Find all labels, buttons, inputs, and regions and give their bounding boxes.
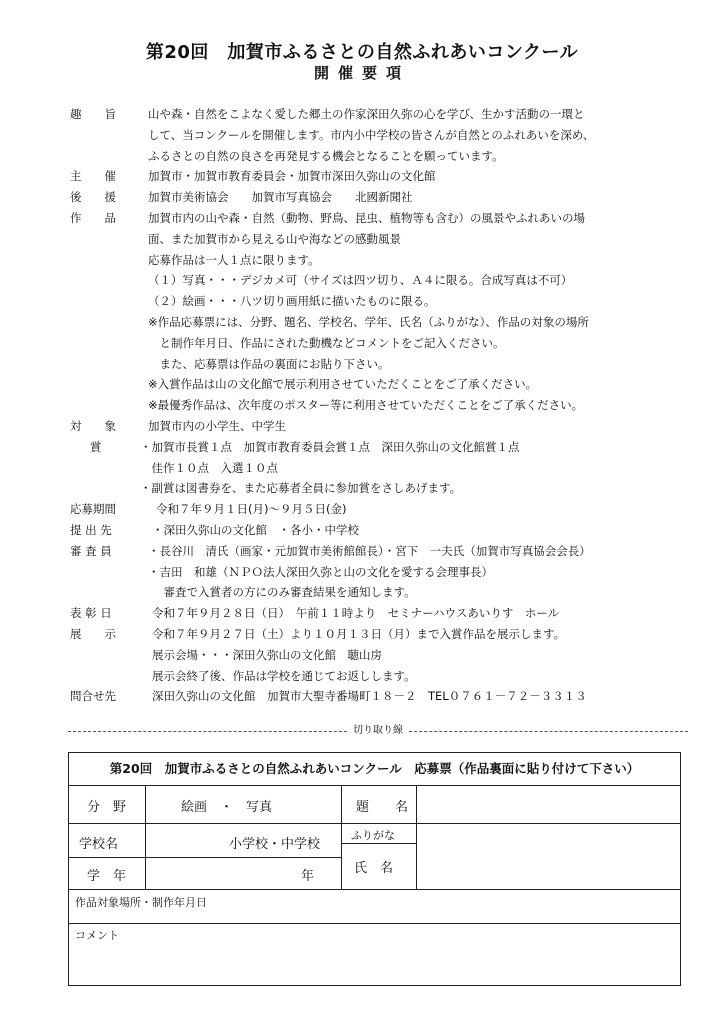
form-rule [341,785,342,889]
guideline-label: 後 援 [70,190,116,205]
field-label: 分 野 [87,800,127,815]
guideline-row [0,624,724,645]
guideline-text: （２）絵画・・・八ツ切り画用紙に描いたものに限る。 [148,294,436,309]
name-input[interactable] [429,847,669,885]
guideline-row [0,603,724,624]
form-rule [69,889,680,890]
grade-label: 学 年 [87,869,127,884]
guideline-text: （１）写真・・・デジカメ可（サイズは四ツ切り、Ａ４に限る。合成写真は不可） [148,273,573,288]
guideline-row [0,229,724,250]
guideline-row [0,582,724,603]
guideline-row [0,125,724,146]
page-subtitle: 開催要項 [313,64,410,82]
guideline-text: 面、また加賀市から見える山や海などの感動風景 [148,231,401,246]
guideline-text: ※入賞作品は山の文化館で展示利用させていただくことをご了承ください。 [148,377,538,392]
guideline-text: 加賀市美術協会 加賀市写真協会 北國新聞社 [148,190,413,205]
guideline-text: 加賀市内の山や森・自然（動物、野鳥、昆虫、植物等も含む）の風景やふれあいの場 [148,210,585,225]
guideline-label: 対 象 [70,418,116,433]
furigana-label: ふりがな [351,829,395,842]
school-label: 学校名 [79,837,119,852]
guideline-text: 応募作品は一人１点に限ります。 [148,252,320,267]
guideline-label: 表 彰 日 [70,606,112,621]
guideline-row [0,686,724,707]
guideline-text: ・副賞は図書券を、また応募者全員に参加賞をさしあげます。 [140,481,462,496]
guideline-text: ・加賀市長賞１点 加賀市教育委員会賞１点 深田久弥山の文化館賞１点 [140,439,520,454]
guideline-row [0,374,724,395]
guideline-text: また、応募票は作品の裏面にお貼り下さい。 [148,356,390,371]
guideline-text: 深田久弥山の文化館 加賀市大聖寺番場町１８－２ TEL０７６１－７２－３３１３ [152,689,587,704]
guideline-text: ふるさとの自然の良さを再発見する機会となることを願っています。 [148,148,504,163]
guideline-text: ※最優秀作品は、次年度のポスター等に利用させていただくことをご了承ください。 [148,398,584,413]
entry-form-header: 第20回 加賀市ふるさとの自然ふれあいコンクール 応募票（作品裏面に貼り付けて下さい） [69,753,680,786]
cut-line [68,724,688,738]
guideline-row [0,458,724,479]
guideline-row [0,437,724,458]
guideline-text: 展示会場・・・深田久弥山の文化館 聴山房 [152,647,382,662]
field-options[interactable]: 絵画 ・ 写真 [181,800,273,815]
guideline-row [0,395,724,416]
guideline-row [0,104,724,125]
form-rule [416,785,417,889]
form-rule [145,785,146,889]
guideline-row [0,312,724,333]
comment-label: コメント [75,929,119,942]
guideline-label: 趣 旨 [70,107,116,121]
guideline-row [0,187,724,208]
guideline-label: 作 品 [70,210,116,225]
guideline-row [0,208,724,229]
guideline-row [0,354,724,375]
title-input[interactable] [429,789,669,819]
guideline-row [0,250,724,271]
guideline-text: 加賀市内の小学生、中学生 [148,418,286,433]
guideline-text: 山や森・自然をこよなく愛した郷土の作家深田久弥の心を学び、生かす活動の一環と [148,107,585,121]
guideline-label: 主 催 [70,169,116,184]
furigana-input[interactable] [429,827,669,841]
form-rule [69,823,680,824]
name-label: 氏 名 [354,861,394,876]
guideline-text: 審査で入賞者の方にのみ審査結果を通知します。 [152,585,416,600]
guideline-row [0,499,724,520]
form-rule [341,843,416,844]
guideline-row [0,333,724,354]
guideline-label: 提 出 先 [70,522,112,537]
guideline-row [0,146,724,167]
guideline-label: 応募期間 [70,502,116,517]
page-title: 第20回 加賀市ふるさとの自然ふれあいコンクール [145,42,579,63]
guideline-text: ※作品応募票には、分野、題名、学校名、学年、氏名（ふりがな）、作品の対象の場所 [148,314,589,329]
school-type-value[interactable]: 小学校・中学校 [229,837,321,852]
guideline-row [0,478,724,499]
guideline-row [0,562,724,583]
guideline-text: 展示会終了後、作品は学校を通じてお返しします。 [152,668,416,683]
guideline-row [0,291,724,312]
guideline-label: 審 査 員 [70,543,112,558]
guideline-row [0,166,724,187]
form-rule [69,857,341,858]
guideline-text: 佳作１０点 入選１０点 [140,460,278,475]
place-date-label: 作品対象場所・制作年月日 [75,896,207,909]
guideline-row [0,270,724,291]
guideline-row [0,541,724,562]
guideline-text: ・吉田 和雄（ＮＰＯ法人深田久弥と山の文化を愛する会理事長） [148,564,493,579]
guideline-label: 展 示 [70,626,116,641]
guideline-text: ・深田久弥山の文化館 ・各小・中学校 [152,522,359,537]
comment-input[interactable] [75,943,675,981]
guideline-text: 令和７年９月１日(月)～９月５日(金) [156,502,347,517]
guideline-label: 賞 [90,439,102,454]
cut-line-label: 切り取り線 [349,724,407,738]
guideline-text: ・長谷川 清氏（画家・元加賀市美術館館長）・宮下 一夫氏（加賀市写真協会会長） [148,543,591,558]
guideline-text: と制作年月日、作品にされた動機などコメントをご記入ください。 [148,335,505,350]
guideline-row [0,520,724,541]
guideline-row [0,416,724,437]
guideline-text: 令和７年９月２８日（日） 午前１１時より セミナーハウスあいりす ホール [152,606,560,621]
guideline-text: 令和７年９月２７日（土）より１０月１３日（月）まで入賞作品を展示します。 [152,626,566,641]
entry-form [68,752,681,986]
guideline-row [0,645,724,666]
form-rule [69,923,680,924]
guideline-text: して、当コンクールを開催します。市内小中学校の皆さんが自然とのふれあいを深め、 [148,127,595,142]
guidelines-section [0,104,724,707]
guideline-text: 加賀市・加賀市教育委員会・加賀市深田久弥山の文化館 [148,169,436,184]
title-label: 題 名 [356,800,409,815]
guideline-row [0,666,724,687]
guideline-label: 問合せ先 [70,689,116,704]
grade-suffix: 年 [301,869,315,884]
